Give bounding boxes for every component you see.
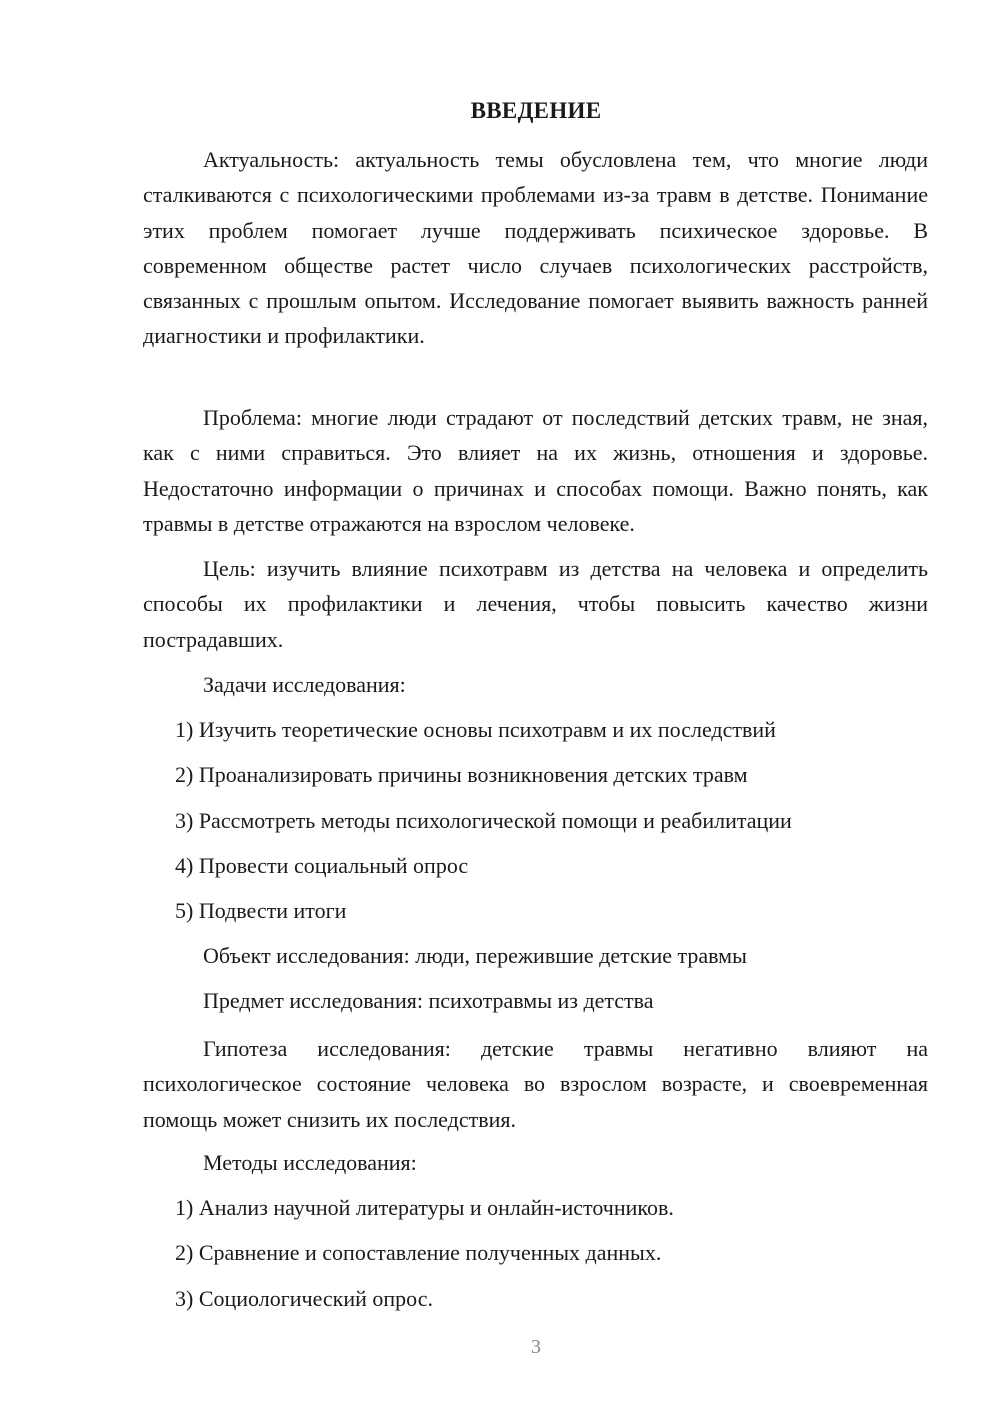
task-item: 3) Рассмотреть методы психологической помощи и реабилитации	[175, 808, 792, 833]
method-item: 1) Анализ научной литературы и онлайн-источников.	[175, 1195, 674, 1220]
task-item: 2) Проанализировать причины возникновения детских травм	[175, 762, 748, 787]
relevance-paragraph: Актуальность: актуальность темы обусловлена тем, что многие люди сталкиваются с психологическими проблемами из-за травм в детстве. Понимание этих проблем помогает лучше поддерживать психическое здоровье. В современном обществе растет число случаев психологических расстройств, связанных с прошлым опытом. Исследование помогает выявить важность ранней диагностики и профилактики.	[143, 147, 928, 349]
tasks-heading: Задачи исследования:	[203, 672, 406, 697]
object-line: Объект исследования: люди, пережившие детские травмы	[203, 943, 747, 968]
page-number: 3	[531, 1336, 541, 1358]
subject-line: Предмет исследования: психотравмы из детства	[203, 988, 654, 1013]
section-title: ВВЕДЕНИЕ	[470, 98, 602, 123]
task-item: 1) Изучить теоретические основы психотравм и их последствий	[175, 717, 776, 742]
goal-paragraph: Цель: изучить влияние психотравм из детства на человека и определить способы их профилактики и лечения, чтобы повысить качество жизни пострадавших.	[143, 556, 928, 652]
hypothesis-paragraph: Гипотеза исследования: детские травмы негативно влияют на психологическое состояние человека во взрослом возрасте, и своевременная помощь может снизить их последствия.	[143, 1036, 928, 1132]
task-item: 4) Провести социальный опрос	[175, 853, 469, 878]
methods-heading: Методы исследования:	[203, 1150, 417, 1175]
method-item: 2) Сравнение и сопоставление полученных данных.	[175, 1240, 662, 1265]
problem-paragraph: Проблема: многие люди страдают от последствий детских травм, не зная, как с ними справиться. Это влияет на их жизнь, отношения и здоровье. Недостаточно информации о причинах и способах помощи. Важно понять, как травмы в детстве отражаются на взрослом человеке.	[143, 405, 928, 536]
method-item: 3) Социологический опрос.	[175, 1286, 433, 1311]
task-item: 5) Подвести итоги	[175, 898, 347, 923]
